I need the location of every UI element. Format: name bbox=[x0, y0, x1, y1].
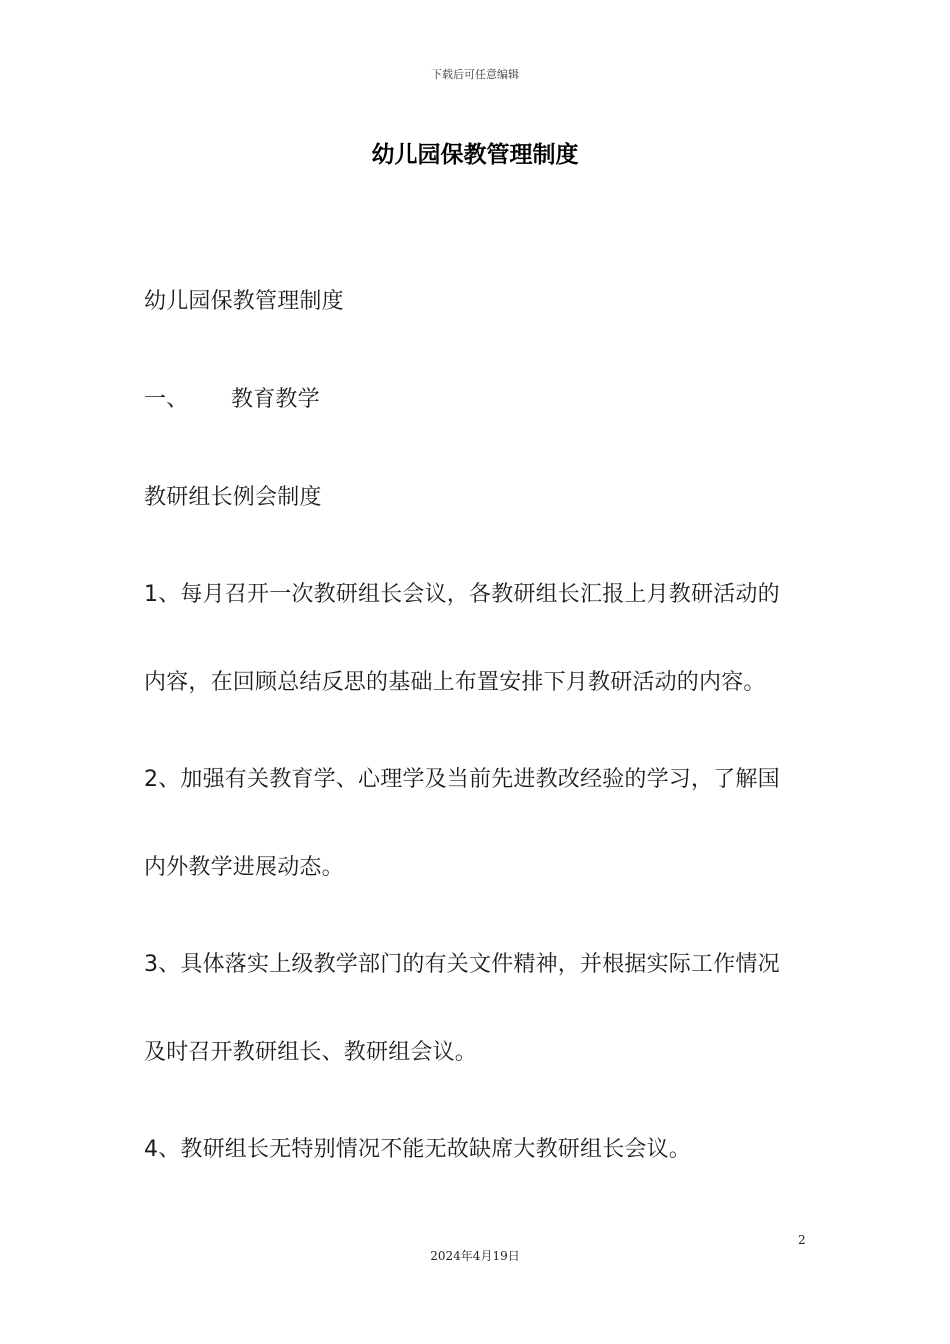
header-note: 下载后可任意编辑 bbox=[431, 68, 519, 81]
section-number: 一、 bbox=[144, 387, 189, 412]
paragraph-line: 内容，在回顾总结反思的基础上布置安排下月教研活动的内容。 bbox=[144, 670, 766, 695]
document-subtitle: 幼儿园保教管理制度 bbox=[144, 289, 344, 314]
page-number: 2 bbox=[798, 1233, 806, 1247]
paragraph-line: 及时召开教研组长、教研组会议。 bbox=[144, 1040, 478, 1065]
paragraph-line: 2、加强有关教育学、心理学及当前先进教改经验的学习，了解国 bbox=[144, 767, 780, 792]
paragraph-line: 3、具体落实上级教学部门的有关文件精神，并根据实际工作情况 bbox=[144, 952, 780, 977]
section-heading bbox=[144, 382, 320, 413]
paragraph-line: 内外教学进展动态。 bbox=[144, 855, 344, 880]
section-title: 教育教学 bbox=[231, 387, 320, 412]
paragraph-line: 4、教研组长无特别情况不能无故缺席大教研组长会议。 bbox=[144, 1137, 691, 1162]
document-title: 幼儿园保教管理制度 bbox=[371, 142, 579, 168]
footer-date: 2024年4月19日 bbox=[430, 1249, 520, 1263]
paragraph-line: 1、每月召开一次教研组长会议，各教研组长汇报上月教研活动的 bbox=[144, 582, 780, 607]
subsection-heading: 教研组长例会制度 bbox=[144, 485, 322, 510]
